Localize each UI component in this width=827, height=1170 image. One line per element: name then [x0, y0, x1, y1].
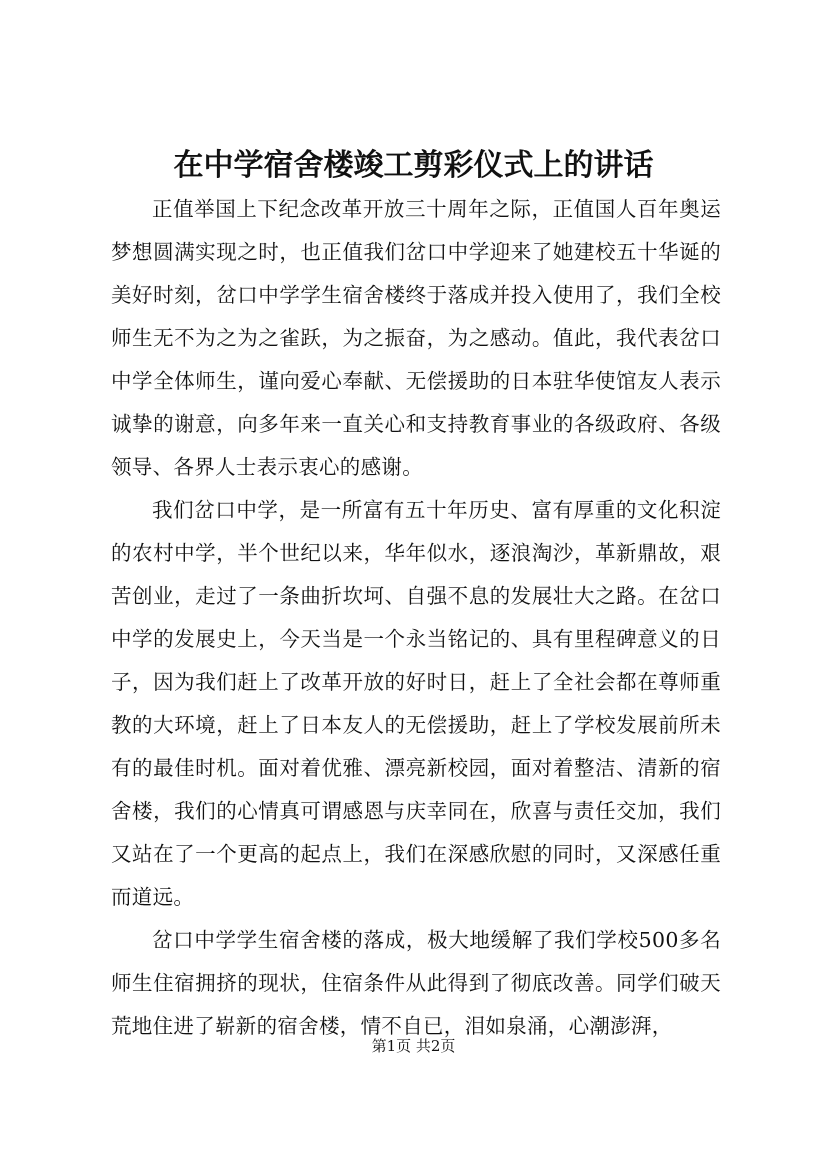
- paragraph-3: 岔口中学学生宿舍楼的落成，极大地缓解了我们学校500多名师生住宿拥挤的现状，住宿条件从此得到了彻底改善。同学们破天荒地住进了崭新的宿舍楼，情不自已，泪如泉涌，心潮澎湃，: [111, 928, 721, 1038]
- paragraph-2: 我们岔口中学，是一所富有五十年历史、富有厚重的文化积淀的农村中学，半个世纪以来，华年似水，逐浪淘沙，革新鼎故，艰苦创业，走过了一条曲折坎坷、自强不息的发展壮大之路。在岔口中学的发展史上，今天当是一个永当铭记的、具有里程碑意义的日子，因为我们赶上了改革开放的好时日，赶上了全社会都在尊师重教的大环境，赶上了日本友人的无偿援助，赶上了学校发展前所未有的最佳时机。面对着优雅、漂亮新校园，面对着整洁、清新的宿舍楼，我们的心情真可谓感恩与庆幸同在，欣喜与责任交加，我们又站在了一个更高的起点上，我们在深感欣慰的同时，又深感任重而道远。: [111, 498, 721, 909]
- page-number-label: 第1页 共2页: [371, 1037, 456, 1055]
- document-body: [111, 188, 721, 1048]
- document-title: 在中学宿舍楼竣工剪彩仪式上的讲话: [173, 148, 654, 183]
- page-footer: [0, 1036, 827, 1056]
- paragraph-1: 正值举国上下纪念改革开放三十周年之际，正值国人百年奥运梦想圆满实现之时，也正值我们岔口中学迎来了她建校五十华诞的美好时刻，岔口中学学生宿舍楼终于落成并投入使用了，我们全校师生无不为之为之雀跃，为之振奋，为之感动。值此，我代表岔口中学全体师生，谨向爱心奉献、无偿援助的日本驻华使馆友人表示诚挚的谢意，向多年来一直关心和支持教育事业的各级政府、各级领导、各界人士表示衷心的感谢。: [111, 197, 721, 479]
